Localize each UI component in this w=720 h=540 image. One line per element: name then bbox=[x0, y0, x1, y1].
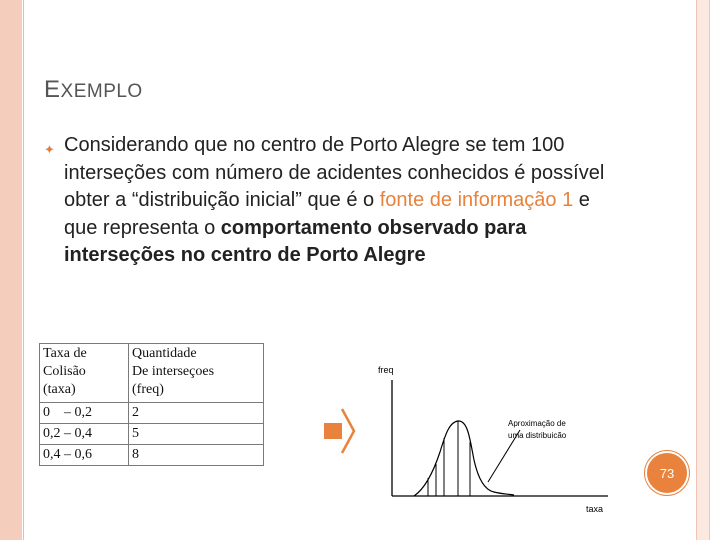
frequency-table bbox=[39, 343, 264, 466]
distribution-sketch bbox=[360, 360, 620, 520]
slide-title-first: E bbox=[44, 76, 61, 103]
bullet-highlight: fonte de informação 1 bbox=[379, 189, 574, 211]
distribution-curve bbox=[414, 421, 514, 496]
table-row bbox=[40, 403, 264, 424]
header-line: (freq) bbox=[132, 382, 164, 397]
arrow-right-icon bbox=[322, 408, 356, 454]
diamond-bullet-icon: ✦ bbox=[44, 142, 55, 157]
table-cell: 5 bbox=[129, 424, 264, 445]
x-axis-label: taxa bbox=[586, 504, 604, 514]
annotation-line2: uma distribuicão bbox=[508, 431, 567, 440]
header-line: Taxa de bbox=[43, 346, 87, 361]
header-line: De interseçoes bbox=[132, 364, 215, 379]
header-line: (taxa) bbox=[43, 382, 76, 397]
table-cell: 8 bbox=[129, 445, 264, 466]
page-number-badge: 73 bbox=[645, 451, 689, 495]
y-axis-label: freq bbox=[378, 365, 394, 375]
table-cell: 0 – 0,2 bbox=[40, 403, 129, 424]
bullet-text-part1: Considerando que no centro de Porto Alegre se tem 100 interseções com número de acidentes conhecidos é possível obter a “distribuição inicial” que é o bbox=[64, 134, 605, 211]
slide-frame-right bbox=[696, 0, 710, 540]
table-cell: 2 bbox=[129, 403, 264, 424]
table-cell: 0,4 – 0,6 bbox=[40, 445, 129, 466]
bullet-text bbox=[64, 132, 624, 270]
header-line: Quantidade bbox=[132, 346, 197, 361]
table-cell: 0,2 – 0,4 bbox=[40, 424, 129, 445]
bullet-text-part2: e que representa o bbox=[64, 189, 590, 239]
slide-title bbox=[44, 76, 143, 104]
bullet-bold: comportamento observado para interseções no centro de Porto Alegre bbox=[64, 216, 527, 266]
slide-title-rest: XEMPLO bbox=[60, 81, 143, 102]
annotation-line1: Aproximação de bbox=[508, 419, 566, 428]
table-header-freq bbox=[129, 344, 264, 403]
header-line: Colisão bbox=[43, 364, 86, 379]
bullet-item bbox=[44, 132, 624, 270]
table-row bbox=[40, 424, 264, 445]
table-row bbox=[40, 445, 264, 466]
slide-frame-left-line bbox=[23, 0, 24, 540]
table-header-taxa bbox=[40, 344, 129, 403]
slide-frame-left bbox=[0, 0, 22, 540]
table-header-row bbox=[40, 344, 264, 403]
